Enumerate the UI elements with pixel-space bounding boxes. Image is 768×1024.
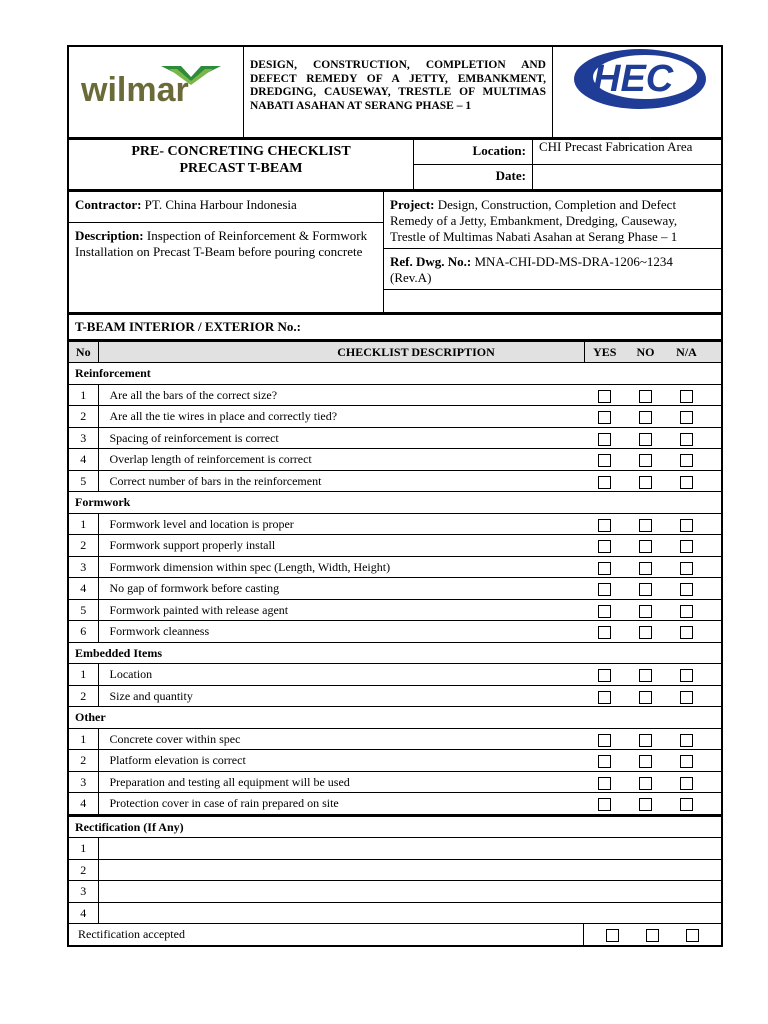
row-spacer [707,664,722,686]
item-description: Platform elevation is correct [98,750,584,772]
item-number: 3 [68,427,98,449]
yes-checkbox[interactable] [598,691,611,704]
row-spacer [707,578,722,600]
yes-checkbox[interactable] [598,476,611,489]
item-number: 1 [68,728,98,750]
checklist-row [68,406,722,428]
item-number: 4 [68,578,98,600]
yes-checkbox[interactable] [598,519,611,532]
yes-cell [584,513,625,535]
yes-checkbox[interactable] [598,411,611,424]
na-cell [666,685,707,707]
na-checkbox[interactable] [680,669,693,682]
rectification-number: 3 [68,881,98,903]
na-cell [666,384,707,406]
yes-cell [584,406,625,428]
no-cell [625,449,666,471]
col-no-answer-header: NO [625,342,666,363]
na-checkbox[interactable] [680,562,693,575]
checklist-row [68,599,722,621]
row-spacer [707,728,722,750]
yes-cell [584,728,625,750]
accepted-na-checkbox[interactable] [686,929,699,942]
section-row [68,707,722,729]
rectification-table [67,816,723,947]
rectification-title: Rectification (If Any) [68,816,722,838]
na-checkbox[interactable] [680,798,693,811]
yes-cell [584,771,625,793]
na-checkbox[interactable] [680,540,693,553]
rectification-field[interactable] [98,902,722,924]
item-description: Formwork cleanness [98,621,584,643]
checklist-header-row [68,342,722,363]
na-checkbox[interactable] [680,476,693,489]
na-cell [666,750,707,772]
rectification-number: 2 [68,859,98,881]
no-cell [625,513,666,535]
checklist-row [68,771,722,793]
item-number: 1 [68,513,98,535]
item-description: Are all the tie wires in place and correctly tied? [98,406,584,428]
rectification-number: 4 [68,902,98,924]
no-checkbox[interactable] [639,755,652,768]
no-checkbox[interactable] [639,777,652,790]
no-cell [625,556,666,578]
blank-info-cell[interactable] [384,290,723,314]
project-label: Project: [390,197,435,212]
col-desc-header: CHECKLIST DESCRIPTION [98,342,584,363]
row-spacer [707,750,722,772]
no-checkbox[interactable] [639,605,652,618]
no-cell [625,578,666,600]
checklist-row [68,449,722,471]
section-title: Formwork [68,492,722,514]
na-checkbox[interactable] [680,691,693,704]
item-number: 5 [68,470,98,492]
checklist-table [67,341,723,816]
checklist-row [68,427,722,449]
yes-checkbox[interactable] [598,583,611,596]
na-cell [666,470,707,492]
yes-checkbox[interactable] [598,540,611,553]
row-spacer [707,427,722,449]
location-label: Location: [414,140,533,165]
section-title: Embedded Items [68,642,722,664]
rectification-field[interactable] [98,881,722,903]
yes-checkbox[interactable] [598,755,611,768]
no-checkbox[interactable] [639,540,652,553]
yes-checkbox[interactable] [598,777,611,790]
yes-cell [584,578,625,600]
item-number: 2 [68,406,98,428]
no-checkbox[interactable] [639,691,652,704]
form-header [67,45,723,139]
yes-cell [584,621,625,643]
yes-checkbox[interactable] [598,433,611,446]
rectification-accepted-label: Rectification accepted [68,924,584,946]
rectification-row [68,838,722,860]
na-checkbox[interactable] [680,777,693,790]
row-spacer [707,556,722,578]
project-value: Design, Construction, Completion and Defect Remedy of a Jetty, Embankment, Dredging, Causeway, Trestle of Multimas Nabati Asahan at Serang Phase – 1 [390,197,678,244]
rectification-field[interactable] [98,838,722,860]
no-cell [625,535,666,557]
checklist-row [68,578,722,600]
item-number: 4 [68,793,98,815]
tbeam-block [67,314,723,341]
row-spacer [707,771,722,793]
hec-logo [553,46,723,138]
na-cell [666,406,707,428]
form-title-line2: PRECAST T-BEAM [179,161,303,176]
section-title: Reinforcement [68,363,722,385]
form-title-line1: PRE- CONCRETING CHECKLIST [131,144,351,159]
checklist-row [68,513,722,535]
na-cell [666,728,707,750]
date-field[interactable] [533,165,723,191]
date-label: Date: [414,165,533,191]
checklist-form [67,45,723,947]
yes-checkbox[interactable] [598,562,611,575]
na-checkbox[interactable] [680,626,693,639]
item-description: Are all the bars of the correct size? [98,384,584,406]
description-cell [68,223,384,314]
na-checkbox[interactable] [680,454,693,467]
no-checkbox[interactable] [639,476,652,489]
checklist-row [68,470,722,492]
na-checkbox[interactable] [680,433,693,446]
no-checkbox[interactable] [639,626,652,639]
wilmar-logo-icon [69,47,241,125]
no-cell [625,685,666,707]
rectification-field[interactable] [98,859,722,881]
refdwg-cell [384,249,723,290]
section-row [68,642,722,664]
checklist-row [68,685,722,707]
na-cell [666,664,707,686]
rectification-section-row [68,816,722,838]
checklist-row [68,384,722,406]
item-description: No gap of formwork before casting [98,578,584,600]
contractor-cell [68,192,384,223]
yes-checkbox[interactable] [598,798,611,811]
no-checkbox[interactable] [639,583,652,596]
row-spacer [707,449,722,471]
na-cell [666,793,707,815]
no-checkbox[interactable] [639,734,652,747]
item-description: Overlap length of reinforcement is correct [98,449,584,471]
item-description: Formwork level and location is proper [98,513,584,535]
refdwg-value: MNA-CHI-DD-MS-DRA-1206~1234 (Rev.A) [390,254,673,285]
item-number: 1 [68,664,98,686]
na-checkbox[interactable] [680,390,693,403]
no-checkbox[interactable] [639,411,652,424]
yes-cell [584,449,625,471]
item-number: 6 [68,621,98,643]
row-spacer [707,793,722,815]
item-description: Formwork painted with release agent [98,599,584,621]
title-block [67,139,723,191]
na-checkbox[interactable] [680,411,693,424]
checklist-row [68,621,722,643]
na-cell [666,771,707,793]
row-spacer [707,470,722,492]
accepted-no-checkbox[interactable] [646,929,659,942]
item-description: Concrete cover within spec [98,728,584,750]
col-na-header: N/A [666,342,707,363]
na-cell [666,513,707,535]
form-title [68,140,414,191]
item-number: 5 [68,599,98,621]
no-cell [625,621,666,643]
no-cell [625,750,666,772]
contractor-value: PT. China Harbour Indonesia [144,197,297,212]
checklist-row [68,556,722,578]
na-cell [666,449,707,471]
no-cell [625,793,666,815]
description-value: Inspection of Reinforcement & Formwork Installation on Precast T-Beam before pouring concrete [75,228,368,259]
rectification-accepted-options [584,924,722,946]
na-cell [666,621,707,643]
na-cell [666,535,707,557]
row-spacer [707,406,722,428]
na-checkbox[interactable] [680,583,693,596]
tbeam-number-field[interactable]: T-BEAM INTERIOR / EXTERIOR No.: [68,315,722,341]
no-cell [625,427,666,449]
checklist-row [68,664,722,686]
item-description: Location [98,664,584,686]
row-spacer [707,513,722,535]
rectification-number: 1 [68,838,98,860]
yes-checkbox[interactable] [598,605,611,618]
yes-checkbox[interactable] [598,390,611,403]
checklist-row [68,793,722,815]
no-cell [625,470,666,492]
no-checkbox[interactable] [639,669,652,682]
col-no-header: No [68,342,98,363]
refdwg-label: Ref. Dwg. No.: [390,254,472,269]
row-spacer [707,685,722,707]
na-checkbox[interactable] [680,734,693,747]
project-cell [384,192,723,249]
wilmar-logo [68,46,244,138]
col-yes-header: YES [584,342,625,363]
no-cell [625,384,666,406]
hec-logo-icon [553,47,733,125]
row-spacer [707,535,722,557]
rectification-row [68,881,722,903]
item-description: Size and quantity [98,685,584,707]
yes-cell [584,664,625,686]
location-field[interactable]: CHI Precast Fabrication Area [533,140,723,165]
rectification-row [68,902,722,924]
yes-cell [584,427,625,449]
yes-checkbox[interactable] [598,734,611,747]
hec-logo-text: HEC [593,58,674,100]
checklist-row [68,535,722,557]
item-description: Spacing of reinforcement is correct [98,427,584,449]
yes-checkbox[interactable] [598,626,611,639]
na-checkbox[interactable] [680,605,693,618]
description-label: Description: [75,228,144,243]
row-spacer [707,621,722,643]
row-spacer [707,599,722,621]
item-number: 3 [68,556,98,578]
no-cell [625,728,666,750]
no-checkbox[interactable] [639,454,652,467]
na-cell [666,578,707,600]
project-title: DESIGN, CONSTRUCTION, COMPLETION AND DEFECT REMEDY OF A JETTY, EMBANKMENT, DREDGING, CAUSEWAY, TRESTLE OF MULTIMAS NABATI ASAHAN AT SERANG PHASE – 1 [244,46,553,138]
na-cell [666,599,707,621]
na-checkbox[interactable] [680,755,693,768]
yes-cell [584,750,625,772]
no-checkbox[interactable] [639,798,652,811]
section-row [68,363,722,385]
rectification-accepted-row [68,924,722,946]
no-checkbox[interactable] [639,390,652,403]
yes-cell [584,556,625,578]
no-cell [625,599,666,621]
no-cell [625,771,666,793]
item-number: 1 [68,384,98,406]
item-number: 4 [68,449,98,471]
yes-checkbox[interactable] [598,454,611,467]
item-description: Correct number of bars in the reinforcement [98,470,584,492]
yes-cell [584,599,625,621]
no-checkbox[interactable] [639,562,652,575]
rectification-row [68,859,722,881]
na-cell [666,556,707,578]
na-cell [666,427,707,449]
item-number: 2 [68,535,98,557]
header-spacer [707,342,722,363]
yes-cell [584,793,625,815]
no-cell [625,406,666,428]
no-checkbox[interactable] [639,519,652,532]
info-block [67,191,723,314]
section-row [68,492,722,514]
wilmar-logo-text: wilmar [81,71,189,109]
item-description: Formwork dimension within spec (Length, Width, Height) [98,556,584,578]
yes-checkbox[interactable] [598,669,611,682]
accepted-yes-checkbox[interactable] [606,929,619,942]
yes-cell [584,384,625,406]
row-spacer [707,384,722,406]
section-title: Other [68,707,722,729]
item-description: Formwork support properly install [98,535,584,557]
yes-cell [584,470,625,492]
item-number: 3 [68,771,98,793]
item-description: Preparation and testing all equipment will be used [98,771,584,793]
no-cell [625,664,666,686]
yes-cell [584,535,625,557]
checklist-row [68,750,722,772]
item-number: 2 [68,685,98,707]
item-description: Protection cover in case of rain prepared on site [98,793,584,815]
item-number: 2 [68,750,98,772]
contractor-label: Contractor: [75,197,142,212]
yes-cell [584,685,625,707]
na-checkbox[interactable] [680,519,693,532]
no-checkbox[interactable] [639,433,652,446]
checklist-row [68,728,722,750]
